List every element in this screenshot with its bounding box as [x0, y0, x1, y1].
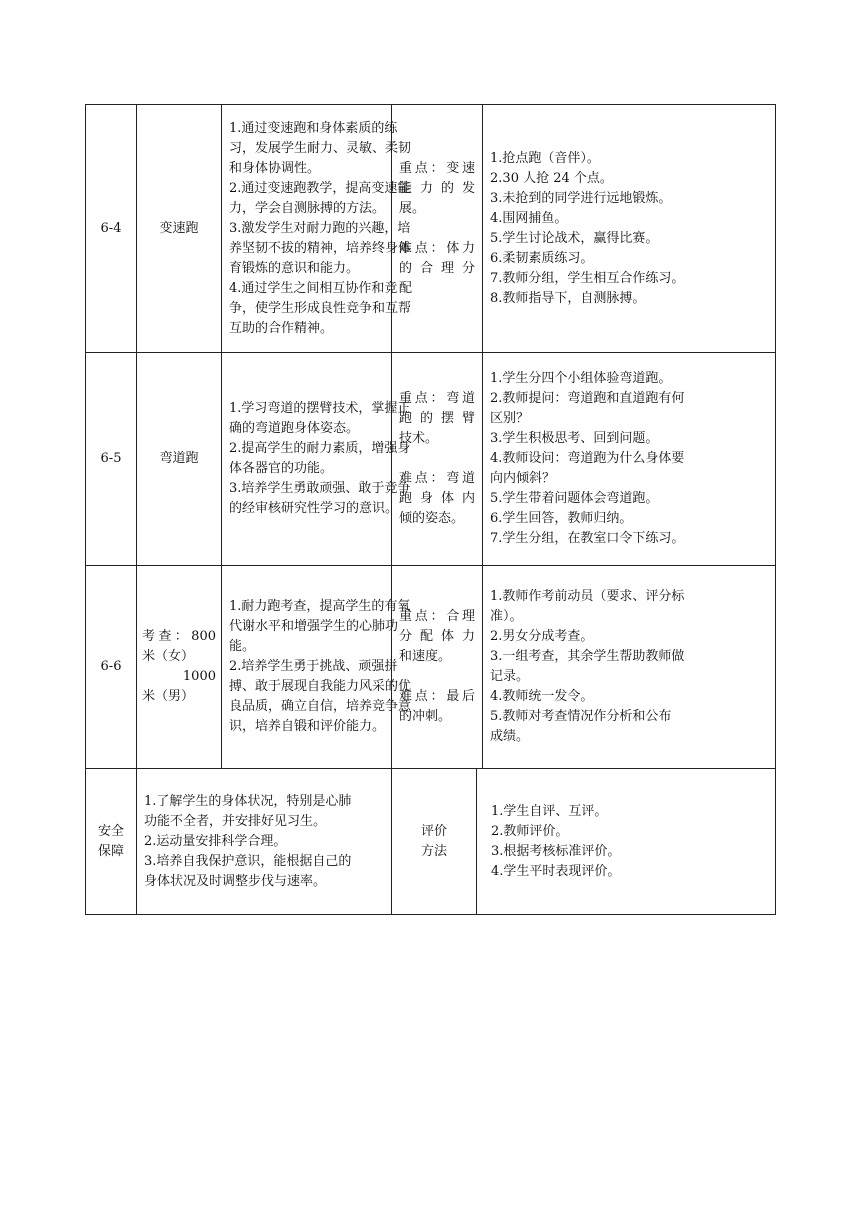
lesson-number: 6-4 [86, 105, 137, 353]
lesson-title: 弯道跑 [137, 353, 222, 566]
lesson-procedures: 1.教师作考前动员（要求、评分标 准）。 2.男女分成考查。 3.一组考查，其余学生帮助教师做 记录。 4.教师统一发令。 5.教师对考查情况作分析和公布 成绩。 [483, 566, 776, 769]
lesson-keypoints: 重点：合理 分配体力 和速度。 难点：最后 的冲刺。 [392, 566, 483, 769]
lesson-keypoints: 重点：变速 能力的发 展。 难点：体力 的合理分 配 [392, 105, 483, 353]
lesson-number: 6-5 [86, 353, 137, 566]
safety-label: 安全 保障 [86, 769, 137, 915]
lesson-row [86, 566, 776, 769]
lesson-procedures: 1.抢点跑（音伴）。 2.30 人抢 24 个点。 3.未抢到的同学进行远地锻炼。 4.围网捕鱼。 5.学生讨论战术，赢得比赛。 6.柔韧素质练习。 7.教师分组，学生相互合作练习。 8.教师指导下，自测脉搏。 [483, 105, 776, 353]
lesson-objectives: 1.通过变速跑和身体素质的练 习，发展学生耐力、灵敏、柔韧 和身体协调性。 2.通过变速跑教学，提高变速能 力，学会自测脉搏的方法。 3.激发学生对耐力跑的兴趣，培 养坚韧不拔的精神，培养终身体 育锻炼的意识和能力。 4.通过学生之间相互协作和竞 争，使学生形成良性竞争和互帮 互助的合作精神。 [222, 105, 392, 353]
lesson-title: 考查：800 米（女） 1000 米（男） [137, 566, 222, 769]
safety-measures: 1.了解学生的身体状况，特别是心肺 功能不全者，并安排好见习生。 2.运动量安排科学合理。 3.培养自我保护意识，能根据自己的 身体状况及时调整步伐与速率。 [137, 769, 392, 915]
lesson-objectives: 1.耐力跑考查，提高学生的有氧 代谢水平和增强学生的心肺功 能。 2.培养学生勇于挑战、顽强拼 搏、敢于展现自我能力风采的优 良品质，确立自信，培养竞争意 识，培养自锻和评价能力。 [222, 566, 392, 769]
lesson-row [86, 105, 776, 353]
evaluation-methods: 1.学生自评、互评。 2.教师评价。 3.根据考核标准评价。 4.学生平时表现评价。 [477, 769, 776, 915]
lesson-row [86, 353, 776, 566]
lesson-title: 变速跑 [137, 105, 222, 353]
lesson-procedures: 1.学生分四个小组体验弯道跑。 2.教师提问：弯道跑和直道跑有何 区别？ 3.学生积极思考、回到问题。 4.教师设问：弯道跑为什么身体要 向内倾斜？ 5.学生带着问题体会弯道跑。 6.学生回答，教师归纳。 7.学生分组，在教室口令下练习。 [483, 353, 776, 566]
lesson-number: 6-6 [86, 566, 137, 769]
evaluation-label: 评价 方法 [392, 769, 477, 915]
lesson-plan-table [85, 104, 776, 915]
lesson-keypoints: 重点：弯道 跑的摆臂 技术。 难点：弯道 跑身体内 倾的姿态。 [392, 353, 483, 566]
lesson-objectives: 1.学习弯道的摆臂技术，掌握正 确的弯道跑身体姿态。 2.提高学生的耐力素质，增强身 体各器官的功能。 3.培养学生勇敢顽强、敢于竞争 的经审核研究性学习的意识。 [222, 353, 392, 566]
footer-row [86, 769, 776, 915]
